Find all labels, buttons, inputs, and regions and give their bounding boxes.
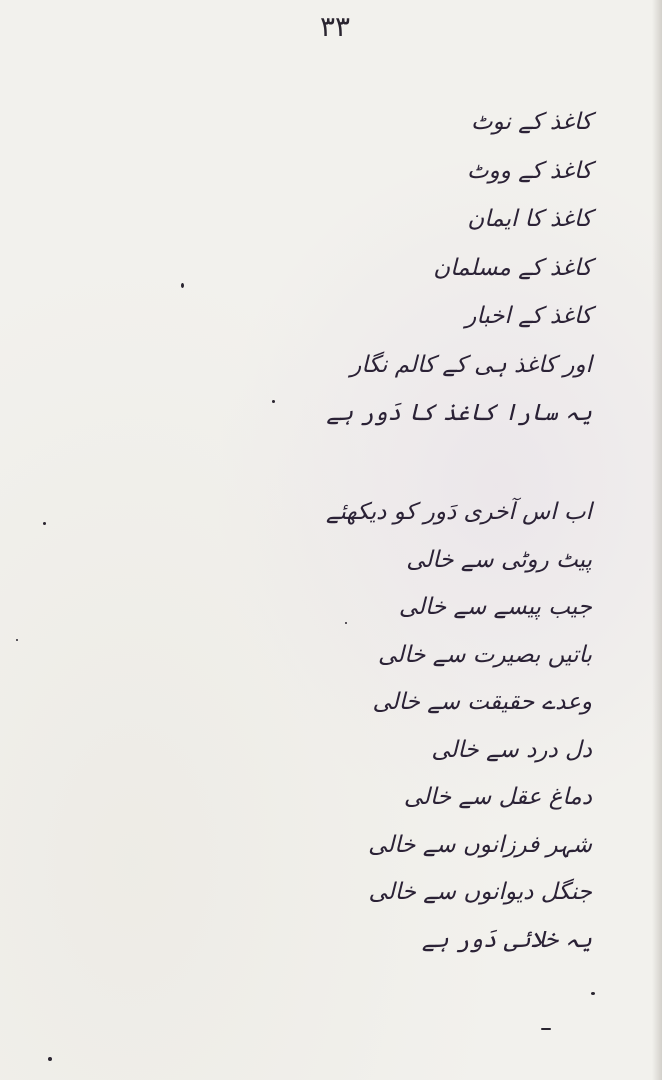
ink-speck xyxy=(591,992,595,995)
poem-line: باتیں بصیرت سے خالی xyxy=(378,641,592,668)
ink-speck xyxy=(16,639,18,641)
poem-line: یہ خلائی دَور ہے xyxy=(421,926,592,953)
poem-line: دماغ عقل سے خالی xyxy=(403,784,592,810)
poem-line: کاغذ کے اخبار xyxy=(465,303,592,329)
poem-line: کاغذ کا ایمان xyxy=(467,206,592,232)
poem-line: جنگل دیوانوں سے خالی xyxy=(368,879,592,905)
ink-speck xyxy=(345,622,347,624)
ink-speck xyxy=(181,283,184,288)
ink-speck xyxy=(272,400,275,403)
ink-speck xyxy=(541,1028,551,1030)
stanza-space-age xyxy=(326,490,592,965)
poem-line: کاغذ کے نوٹ xyxy=(470,109,592,135)
poem-line: اور کاغذ ہی کے کالم نگار xyxy=(350,351,592,378)
poem-line: دل درد سے خالی xyxy=(431,736,592,763)
ink-speck xyxy=(43,522,46,525)
poem-line: شہر فرزانوں سے خالی xyxy=(368,831,592,858)
poem-line: اب اس آخری دَور کو دیکھئے xyxy=(325,499,592,525)
ink-speck xyxy=(48,1057,52,1061)
poem-line: کاغذ کے مسلمان xyxy=(433,254,592,281)
page-number: ۳۳ xyxy=(319,10,351,43)
poem-line: کاغذ کے ووٹ xyxy=(467,157,592,184)
poem-line: یہ سارا کاغذ کا دَور ہے xyxy=(326,400,592,426)
poem-line: جیب پیسے سے خالی xyxy=(398,594,592,620)
poem-line: وعدے حقیقت سے خالی xyxy=(372,689,592,715)
poem-line: پیٹ روٹی سے خالی xyxy=(406,546,592,573)
stanza-paper-age xyxy=(326,100,592,440)
page-edge-shadow xyxy=(652,0,662,1080)
